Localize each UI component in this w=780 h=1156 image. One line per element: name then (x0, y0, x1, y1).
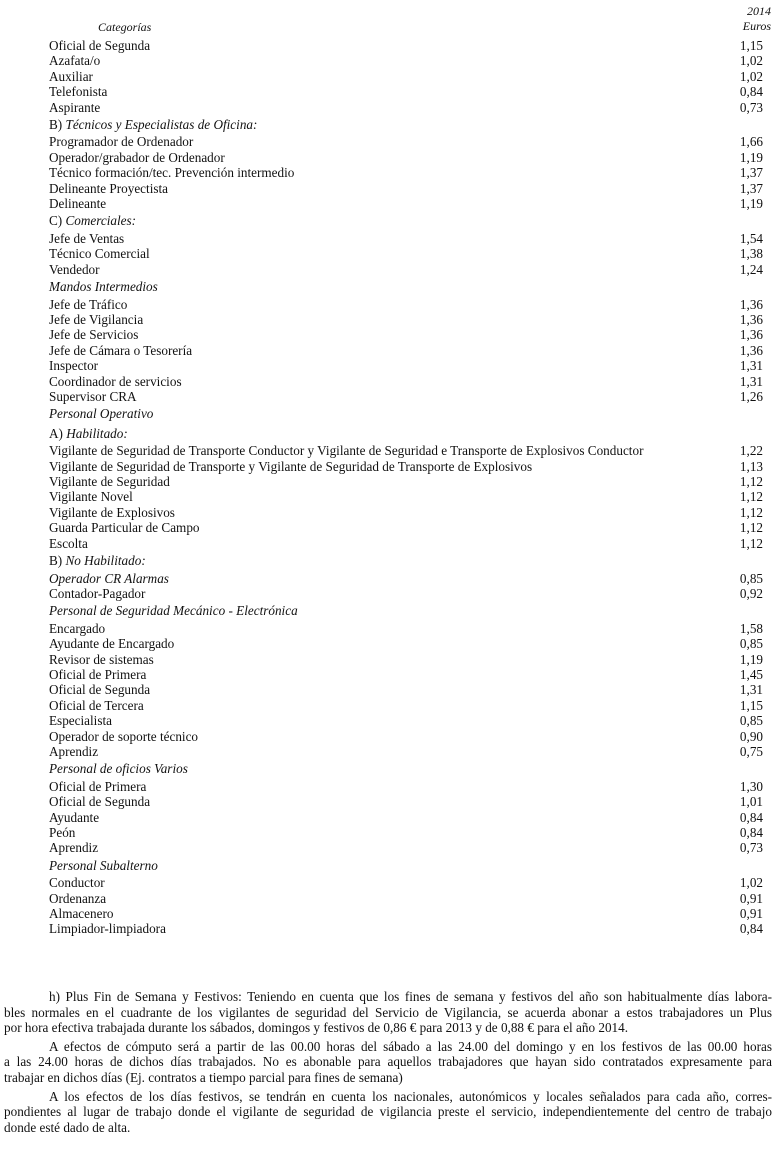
table-row (0, 134, 780, 149)
section-prefix: C) (49, 213, 66, 229)
table-row (0, 489, 780, 504)
table-row (0, 536, 780, 551)
table-row (0, 459, 780, 474)
category-label: Programador de Ordenador (49, 134, 194, 150)
rate-value: 0,85 (739, 713, 763, 729)
table-row (0, 312, 780, 327)
table-row (0, 652, 780, 667)
category-label: Oficial de Segunda (49, 38, 151, 53)
section-heading (0, 115, 780, 135)
section-heading (0, 424, 780, 444)
rate-value: 0,73 (739, 840, 763, 856)
table-row (0, 165, 780, 180)
category-label: Supervisor CRA (49, 388, 137, 404)
category-label: Guarda Particular de Campo (49, 520, 200, 536)
table-row (0, 794, 780, 809)
table-row (0, 53, 780, 68)
section-heading (0, 601, 780, 621)
category-label: Revisor de sistemas (49, 651, 154, 667)
rate-value: 1,31 (739, 373, 763, 389)
rate-value: 1,02 (739, 68, 763, 84)
rate-value: 0,84 (739, 825, 763, 841)
table-row (0, 810, 780, 825)
table-row (0, 297, 780, 312)
categories-column-header: Categorías (98, 20, 152, 34)
category-label: Encargado (49, 620, 106, 636)
table-row (0, 38, 780, 53)
table-row (0, 744, 780, 759)
table-row (0, 100, 780, 115)
category-label: Auxiliar (49, 68, 93, 84)
table-row (0, 505, 780, 520)
table-row (0, 231, 780, 246)
rate-value: 1,36 (739, 311, 763, 327)
table-row (0, 358, 780, 373)
category-label: Ayudante (49, 809, 100, 825)
table-row (0, 682, 780, 697)
category-label: Delineante Proyectista (49, 180, 169, 196)
section-title: Personal Subalterno (49, 857, 158, 873)
category-label: Coordinador de servicios (49, 373, 182, 389)
category-label: Oficial de Segunda (49, 682, 151, 698)
category-label: Operador de soporte técnico (49, 728, 199, 744)
table-header (0, 0, 780, 38)
rate-value: 1,12 (739, 535, 763, 551)
rate-value: 0,85 (739, 570, 763, 586)
category-label: Aprendiz (49, 743, 99, 759)
category-label: Delineante (49, 196, 107, 212)
table-row (0, 181, 780, 196)
rate-value: 1,24 (739, 261, 763, 277)
rate-value: 1,37 (739, 180, 763, 196)
category-label: Aprendiz (49, 840, 99, 856)
section-title: No Habilitado: (65, 553, 146, 569)
value-column-header (711, 4, 771, 34)
rate-value: 1,12 (739, 520, 763, 536)
category-label: Vigilante de Explosivos (49, 504, 175, 520)
section-heading (0, 211, 780, 231)
category-label: Jefe de Tráfico (49, 296, 128, 312)
table-row (0, 69, 780, 84)
category-label: Oficial de Tercera (49, 697, 144, 713)
rate-value: 1,02 (739, 53, 763, 69)
table-row (0, 891, 780, 906)
rate-value: 1,19 (739, 196, 763, 212)
section-title: Personal de Seguridad Mecánico - Electrónica (49, 603, 298, 619)
rate-value: 0,84 (739, 921, 763, 937)
table-row (0, 327, 780, 342)
rate-value: 1,26 (739, 388, 763, 404)
paragraph (0, 1089, 780, 1136)
rate-value: 1,01 (739, 794, 763, 810)
paragraph-line: h) Plus Fin de Semana y Festivos: Teniendo en cuenta que los fines de semana y festivos del año son habitualmente días labora- (49, 989, 772, 1004)
category-label: Conductor (49, 875, 105, 891)
rate-value: 1,36 (739, 342, 763, 358)
rate-value: 1,12 (739, 489, 763, 505)
section-title: Habilitado: (66, 425, 128, 441)
section-title: Comerciales: (65, 213, 137, 229)
rate-value: 0,85 (739, 636, 763, 652)
table-row (0, 474, 780, 489)
category-label: Peón (49, 825, 76, 841)
rate-value: 1,45 (739, 667, 763, 682)
category-label: Vigilante de Seguridad (49, 474, 170, 490)
section-heading (0, 759, 780, 779)
paragraph-line: pondientes al lugar de trabajo donde el vigilante de seguridad de vigilancia preste el servicio, independientemente del centro de trabajo (4, 1104, 772, 1120)
category-label: Técnico Comercial (49, 246, 150, 262)
table-row (0, 840, 780, 855)
table-row (0, 586, 780, 601)
category-label: Jefe de Servicios (49, 327, 139, 343)
table-row (0, 698, 780, 713)
paragraph-line: A los efectos de los días festivos, se tendrán en cuenta los nacionales, autonómicos y locales señalados para cada año, corres- (49, 1088, 772, 1104)
category-label: Aspirante (49, 99, 101, 115)
section-title: Personal Operativo (49, 406, 154, 422)
section-title: Mandos Intermedios (49, 279, 158, 295)
paragraph (0, 989, 780, 1036)
rates-table (0, 38, 780, 937)
paragraph-line: A efectos de cómputo será a partir de las 00.00 horas del sábado a las 24.00 del domingo y en los festivos de las 00.00 horas (49, 1038, 772, 1054)
table-row (0, 84, 780, 99)
table-row (0, 443, 780, 458)
paragraph-line: bles normales en el cuadrante de los vigilantes de seguridad del Servicio de Vigilancia, se acuerda abonar a estos trabajadores un Plus (4, 1004, 772, 1020)
rate-value: 0,73 (739, 99, 763, 115)
section-heading (0, 856, 780, 876)
rate-value: 1,36 (739, 327, 763, 343)
table-row (0, 667, 780, 682)
category-label: Escolta (49, 535, 88, 551)
table-row (0, 779, 780, 794)
table-row (0, 825, 780, 840)
table-row (0, 196, 780, 211)
rate-value: 1,30 (739, 778, 763, 794)
rate-value: 1,66 (739, 134, 763, 150)
category-label: Azafata/o (49, 53, 101, 69)
section-prefix: B) (49, 116, 66, 132)
table-row (0, 621, 780, 636)
table-row (0, 246, 780, 261)
table-row (0, 875, 780, 890)
section-prefix: A) (49, 425, 67, 441)
category-label: Especialista (49, 713, 112, 729)
section-heading (0, 551, 780, 571)
table-row (0, 150, 780, 165)
table-row (0, 571, 780, 586)
section-title: Personal de oficios Varios (49, 761, 188, 777)
rate-value: 1,12 (739, 504, 763, 520)
category-label: Operador CR Alarmas (49, 570, 169, 586)
category-label: Limpiador-limpiadora (49, 921, 166, 937)
paragraph (0, 1039, 780, 1086)
table-row (0, 906, 780, 921)
rate-value: 1,31 (739, 682, 763, 698)
rate-value: 0,92 (739, 585, 763, 601)
rate-value: 1,54 (739, 230, 763, 246)
category-label: Oficial de Segunda (49, 794, 151, 810)
rate-value: 1,12 (739, 474, 763, 490)
body-text (0, 989, 780, 1138)
paragraph-line: trabajar en dichos días (Ej. contratos a tiempo parcial para fines de semana) (4, 1069, 403, 1085)
rate-value: 1,38 (739, 246, 763, 262)
category-label: Vigilante de Seguridad de Transporte y Vigilante de Seguridad de Transporte de Explosivos (49, 458, 533, 474)
rate-value: 0,90 (739, 728, 763, 744)
category-label: Oficial de Primera (49, 667, 147, 682)
table-row (0, 374, 780, 389)
category-label: Ordenanza (49, 890, 107, 906)
rate-value: 1,31 (739, 358, 763, 374)
category-label: Jefe de Cámara o Tesorería (49, 342, 193, 358)
table-row (0, 729, 780, 744)
table-row (0, 921, 780, 936)
rate-value: 0,84 (739, 809, 763, 825)
section-title: Técnicos y Especialistas de Oficina: (65, 116, 258, 132)
rate-value: 1,22 (739, 443, 763, 459)
paragraph-line: donde esté dado de alta. (4, 1119, 131, 1135)
section-heading (0, 404, 780, 424)
rate-value: 1,37 (739, 165, 763, 181)
rate-value: 1,15 (739, 697, 763, 713)
category-label: Contador-Pagador (49, 585, 146, 601)
table-row (0, 520, 780, 535)
rate-value: 1,13 (739, 458, 763, 474)
category-label: Vendedor (49, 261, 100, 277)
category-label: Vigilante Novel (49, 489, 133, 505)
table-row (0, 262, 780, 277)
rate-value: 0,75 (739, 743, 763, 759)
category-label: Almacenero (49, 906, 114, 922)
rate-value: 1,19 (739, 651, 763, 667)
rate-value: 1,19 (739, 149, 763, 165)
unit-label: Euros (742, 19, 771, 33)
year-label: 2014 (747, 4, 771, 18)
category-label: Jefe de Ventas (49, 230, 125, 246)
category-label: Operador/grabador de Ordenador (49, 149, 225, 165)
category-label: Jefe de Vigilancia (49, 311, 144, 327)
section-heading (0, 277, 780, 297)
rate-value: 0,91 (739, 906, 763, 922)
category-label: Inspector (49, 358, 99, 374)
rate-value: 1,58 (739, 620, 763, 636)
category-label: Vigilante de Seguridad de Transporte Conductor y Vigilante de Seguridad e Transporte de Explosivos Conductor (49, 443, 644, 459)
category-label: Ayudante de Encargado (49, 636, 175, 652)
category-label: Oficial de Primera (49, 778, 147, 794)
rate-value: 1,36 (739, 296, 763, 312)
rate-value: 0,84 (739, 84, 763, 100)
paragraph-line: por hora efectiva trabajada durante los sábados, domingos y festivos de 0,86 € para 2013 y de 0,88 € para el año 2014. (4, 1020, 629, 1036)
category-label: Técnico formación/tec. Prevención intermedio (49, 165, 295, 181)
table-row (0, 343, 780, 358)
category-label: Telefonista (49, 84, 108, 100)
rate-value: 1,02 (739, 875, 763, 891)
rate-value: 0,91 (739, 890, 763, 906)
table-row (0, 713, 780, 728)
paragraph-line: a las 24.00 horas de dichos días trabajados. No es abonable para aquellos trabajadores que hayan sido contratados expresamente para (4, 1054, 772, 1070)
table-row (0, 389, 780, 404)
table-row (0, 636, 780, 651)
rate-value: 1,15 (739, 38, 763, 53)
section-prefix: B) (49, 553, 66, 569)
